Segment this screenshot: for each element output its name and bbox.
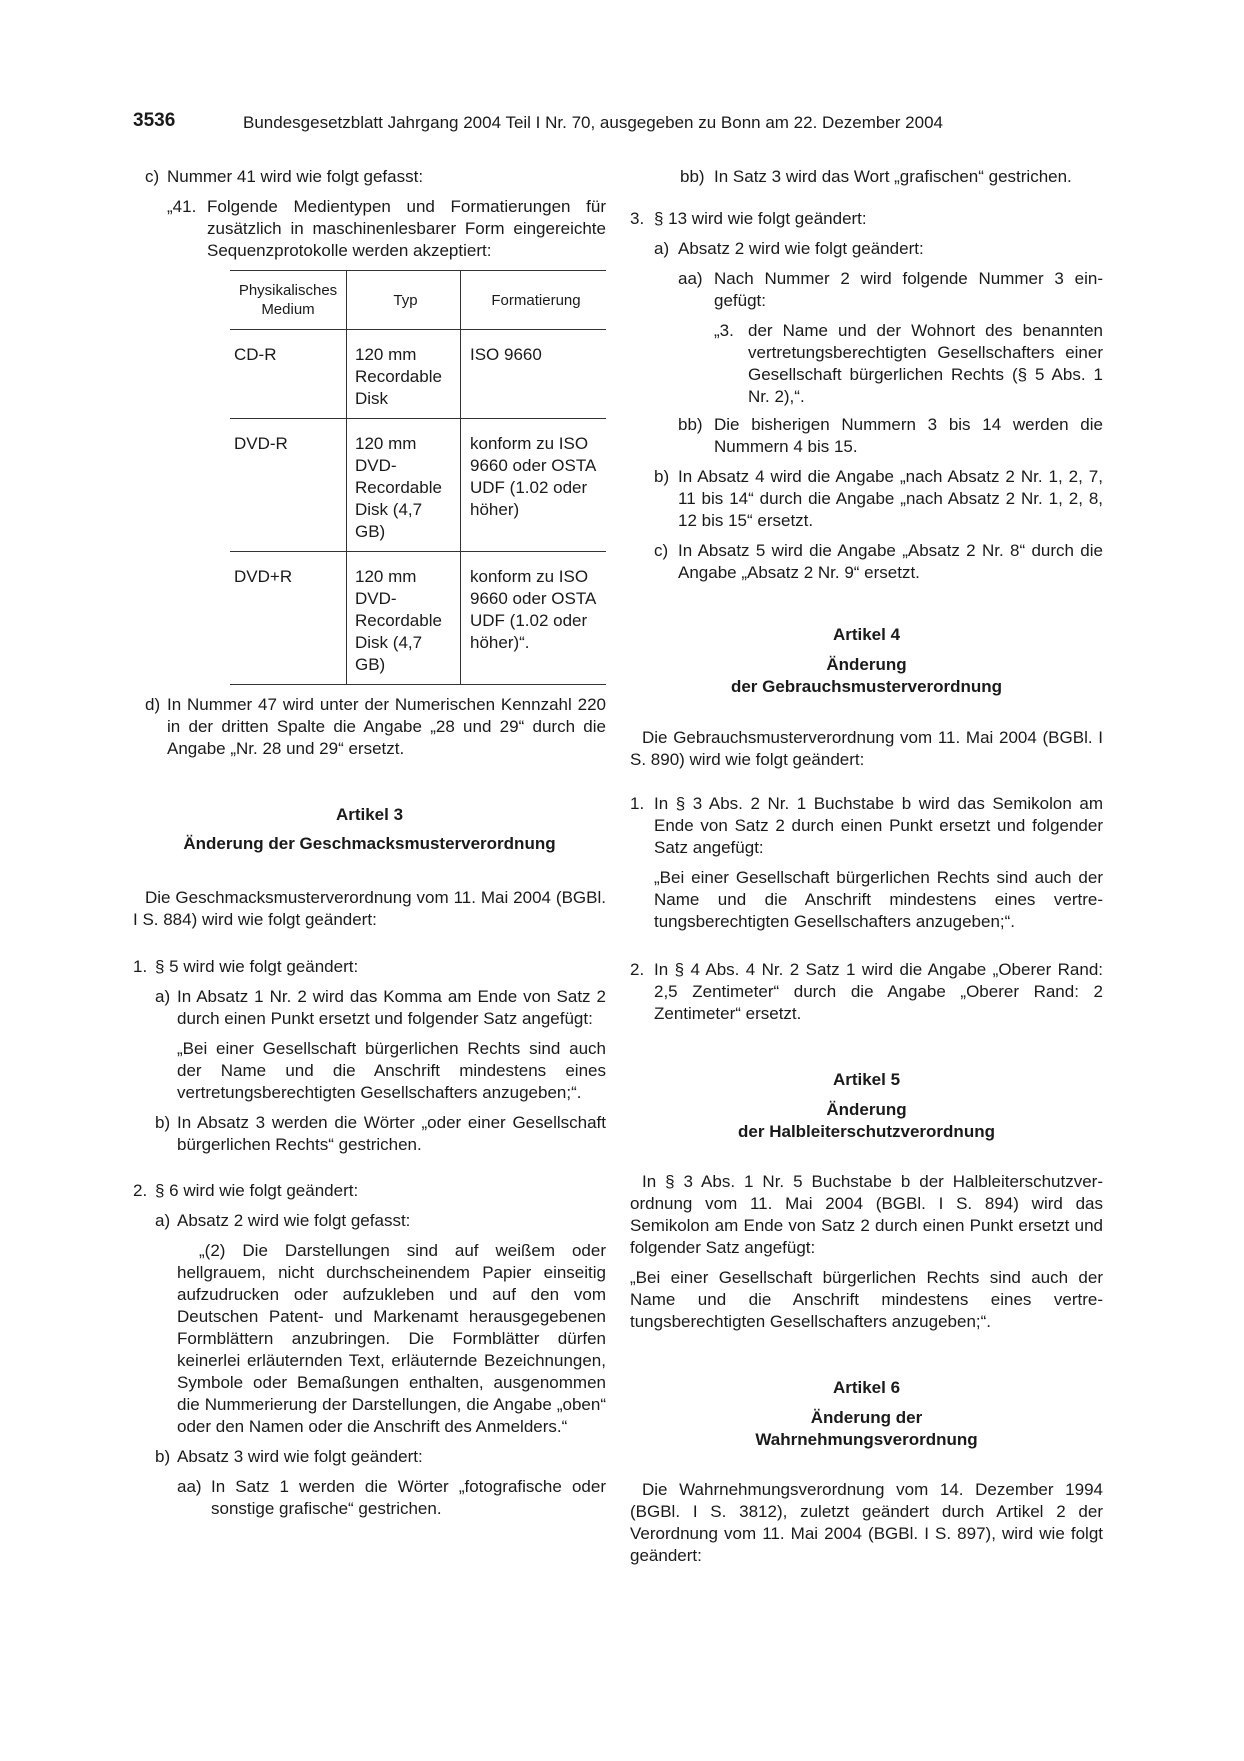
- page-number: 3536: [133, 110, 176, 131]
- article-4-item-2: [630, 959, 1103, 1025]
- article-4-title: Artikel 4: [832, 625, 901, 644]
- item-2b-aa: [133, 1476, 606, 1520]
- item-label: b): [654, 467, 670, 486]
- item-text: Nummer 41 wird wie folgt gefasst:: [167, 167, 424, 186]
- article-4-subtitle-line2: der Gebrauchsmusterverordnung: [730, 677, 1003, 696]
- table-cell: ISO 9660: [461, 330, 607, 419]
- table-header-row: [230, 271, 606, 330]
- table-cell: CD-R: [230, 330, 347, 419]
- item-label: 2.: [630, 960, 645, 979]
- item-text: Folgende Medientypen und Formatierungen für zusätzlich in maschinenlesbarer Form eingereichte Sequenzprotokolle werden akzeptiert:: [207, 197, 606, 260]
- article-5-title: Artikel 5: [832, 1070, 901, 1089]
- item-2b: [133, 1446, 606, 1468]
- item-label: b): [155, 1447, 171, 1466]
- column-header: Formatierung: [461, 271, 607, 330]
- column-header: Typ: [347, 271, 461, 330]
- article-4-item-1: [630, 793, 1103, 859]
- table-row: [230, 552, 606, 685]
- item-text: In Absatz 3 werden die Wörter „oder einer Gesellschaft bürgerlichen Rechts“ gestrichen.: [177, 1113, 606, 1154]
- item-text: In Absatz 4 wird die Angabe „nach Absatz 2 Nr. 1, 2, 7, 11 bis 14“ durch die Angabe „nach Absatz 2 Nr. 1, 2, 8, 12 bis 15“ ersetzt.: [678, 467, 1103, 530]
- item-text: Absatz 3 wird wie folgt geändert:: [177, 1447, 423, 1466]
- item-label: a): [155, 1211, 171, 1230]
- media-table: [230, 270, 606, 685]
- item-3a-aa: [630, 268, 1103, 312]
- item-text: § 6 wird wie folgt geändert:: [155, 1181, 359, 1200]
- item-label: c): [145, 167, 160, 186]
- item-label: 1.: [630, 794, 645, 813]
- item-label: c): [654, 541, 669, 560]
- item-c: [133, 166, 606, 188]
- item-text: Nach Nummer 2 wird folgende Nummer 3 eingefügt:: [714, 269, 1103, 310]
- article-6-subtitle-line1: Änderung der: [810, 1408, 923, 1427]
- item-text: Die bisherigen Nummern 3 bis 14 werden die Nummern 4 bis 15.: [714, 415, 1103, 456]
- number-3: [630, 320, 1103, 408]
- article-3-title: Artikel 3: [335, 805, 404, 824]
- item-text: In § 4 Abs. 4 Nr. 2 Satz 1 wird die Angabe „Oberer Rand: 2,5 Zentimeter“ durch die Angabe „Oberer Rand: 2 Zentimeter“ ersetzt.: [654, 960, 1103, 1023]
- item-label: 3.: [630, 209, 645, 228]
- item-label: 2.: [133, 1181, 148, 1200]
- item-text: der Name und der Wohnort des benannten vertretungsberechtigten Gesellschafters einer Gesellschaft bürgerlichen Rechts (§ 5 Abs. 1 Nr. 2),“.: [748, 321, 1103, 406]
- column-header: Physikalisches Medium: [230, 271, 347, 330]
- table-cell: konform zu ISO 9660 oder OSTA UDF (1.02 oder höher): [461, 419, 607, 552]
- table-cell: DVD+R: [230, 552, 347, 685]
- item-1: [133, 956, 606, 978]
- item-2a: [133, 1210, 606, 1232]
- article-6-subtitle-line2: Wahrnehmungsverordnung: [755, 1430, 978, 1449]
- item-1a: [133, 986, 606, 1030]
- item-text: In Nummer 47 wird unter der Numerischen Kennzahl 220 in der dritten Spalte die Angabe „28 und 29“ durch die Angabe „Nr. 28 und 29“ ersetzt.: [167, 695, 606, 758]
- item-d: [133, 694, 606, 760]
- article-4-subtitle-line1: Änderung: [826, 655, 907, 674]
- right-column: [630, 166, 1103, 1567]
- item-label: d): [145, 695, 161, 714]
- table-cell: DVD-R: [230, 419, 347, 552]
- article-4-intro: Die Gebrauchsmusterverordnung vom 11. Mai 2004 (BGBl. I S. 890) wird wie folgt geändert:: [630, 728, 1103, 769]
- item-text: In § 3 Abs. 2 Nr. 1 Buchstabe b wird das Semikolon am Ende von Satz 2 durch einen Punkt ersetzt und folgender Satz angefügt:: [654, 794, 1103, 857]
- item-label: bb): [678, 415, 703, 434]
- running-head: Bundesgesetzblatt Jahrgang 2004 Teil I Nr. 70, ausgegeben zu Bonn am 22. Dezember 2004: [243, 113, 943, 132]
- item-label: bb): [680, 167, 705, 186]
- item-3c: [630, 540, 1103, 584]
- table-row: [230, 330, 606, 419]
- item-3b: [630, 466, 1103, 532]
- article-3-subtitle: Änderung der Geschmacksmusterverordnung: [183, 834, 556, 853]
- item-text: In Absatz 1 Nr. 2 wird das Komma am Ende von Satz 2 durch einen Punkt ersetzt und folgender Satz angefügt:: [177, 987, 606, 1028]
- left-column: [133, 166, 606, 1520]
- number-41: [133, 196, 606, 262]
- table-row: [230, 419, 606, 552]
- item-text: Absatz 2 wird wie folgt geändert:: [678, 239, 924, 258]
- item-label: „41.: [167, 197, 197, 216]
- quote-1a: „Bei einer Gesellschaft bürgerlichen Rechts sind auch der Name und die Anschrift mindestens eines vertretungsberechtigten Gesellschafters anzugeben;“.: [177, 1039, 606, 1102]
- item-label: 1.: [133, 957, 148, 976]
- article-3-intro: Die Geschmacksmusterverordnung vom 11. Mai 2004 (BGBl. I S. 884) wird wie folgt geändert:: [133, 888, 606, 929]
- article-5-intro: In § 3 Abs. 1 Nr. 5 Buchstabe b der Halbleiterschutzverordnung vom 11. Mai 2004 (BGBl. I S. 894) wird das Semikolon am Ende von Satz 2 durch einen Punkt ersetzt und folgender Satz angefügt:: [630, 1172, 1103, 1257]
- item-label: a): [654, 239, 670, 258]
- item-label: b): [155, 1113, 171, 1132]
- item-label: a): [155, 987, 171, 1006]
- article-5-quote: „Bei einer Gesellschaft bürgerlichen Rechts sind auch der Name und die Anschrift mindestens eines vertretungsberechtigten Gesellschafters anzugeben;“.: [630, 1268, 1103, 1331]
- item-3a: [630, 238, 1103, 260]
- item-label: aa): [678, 269, 703, 288]
- item-label: aa): [177, 1477, 202, 1496]
- item-bb: [630, 166, 1103, 188]
- article-4-quote: „Bei einer Gesellschaft bürgerlichen Rechts sind auch der Name und die Anschrift mindestens eines vertretungsberechtigten Gesellschafters anzugeben;“.: [654, 868, 1103, 931]
- item-text: § 13 wird wie folgt geändert:: [654, 209, 867, 228]
- item-3: [630, 208, 1103, 230]
- table-cell: konform zu ISO 9660 oder OSTA UDF (1.02 oder höher)“.: [461, 552, 607, 685]
- table-cell: 120 mm Recordable Disk: [347, 330, 461, 419]
- item-text: In Satz 1 werden die Wörter „fotografische oder sonstige grafische“ gestrichen.: [211, 1477, 606, 1518]
- table-cell: 120 mm DVD-Recordable Disk (4,7 GB): [347, 552, 461, 685]
- item-text: § 5 wird wie folgt geändert:: [155, 957, 359, 976]
- article-5-subtitle-line1: Änderung: [826, 1100, 907, 1119]
- article-6-title: Artikel 6: [832, 1378, 901, 1397]
- article-6-intro: Die Wahrnehmungsverordnung vom 14. Dezember 1994 (BGBl. I S. 3812), zuletzt geändert durch Artikel 2 der Verordnung vom 11. Mai 2004 (BGBl. I S. 897), wird wie folgt geändert:: [630, 1480, 1103, 1565]
- item-3a-bb: [630, 414, 1103, 458]
- article-5-subtitle-line2: der Halbleiterschutzverordnung: [738, 1122, 995, 1141]
- item-label: „3.: [714, 321, 734, 340]
- table-cell: 120 mm DVD-Recordable Disk (4,7 GB): [347, 419, 461, 552]
- item-text: Absatz 2 wird wie folgt gefasst:: [177, 1211, 411, 1230]
- item-1b: [133, 1112, 606, 1156]
- item-text: In Satz 3 wird das Wort „grafischen“ gestrichen.: [714, 167, 1072, 186]
- item-text: In Absatz 5 wird die Angabe „Absatz 2 Nr. 8“ durch die Angabe „Absatz 2 Nr. 9“ ersetzt.: [678, 541, 1103, 582]
- quote-2a: „(2) Die Darstellungen sind auf weißem oder hellgrauem, nicht durchscheinendem Papier einseitig aufzudrucken oder aufzukleben und auf den vom Deutschen Patent- und Markenamt herausgegebenen Formblättern anzubringen. Die Formblätter dürfen keinerlei erläuternden Text, erläuternde Bezeichnungen, Symbole oder Bemaßungen enthalten, ausgenommen die Nummerierung der Darstellungen, die Angabe „oben“ oder den Namen oder die Anschrift des Anmelders.“: [177, 1241, 606, 1436]
- item-2: [133, 1180, 606, 1202]
